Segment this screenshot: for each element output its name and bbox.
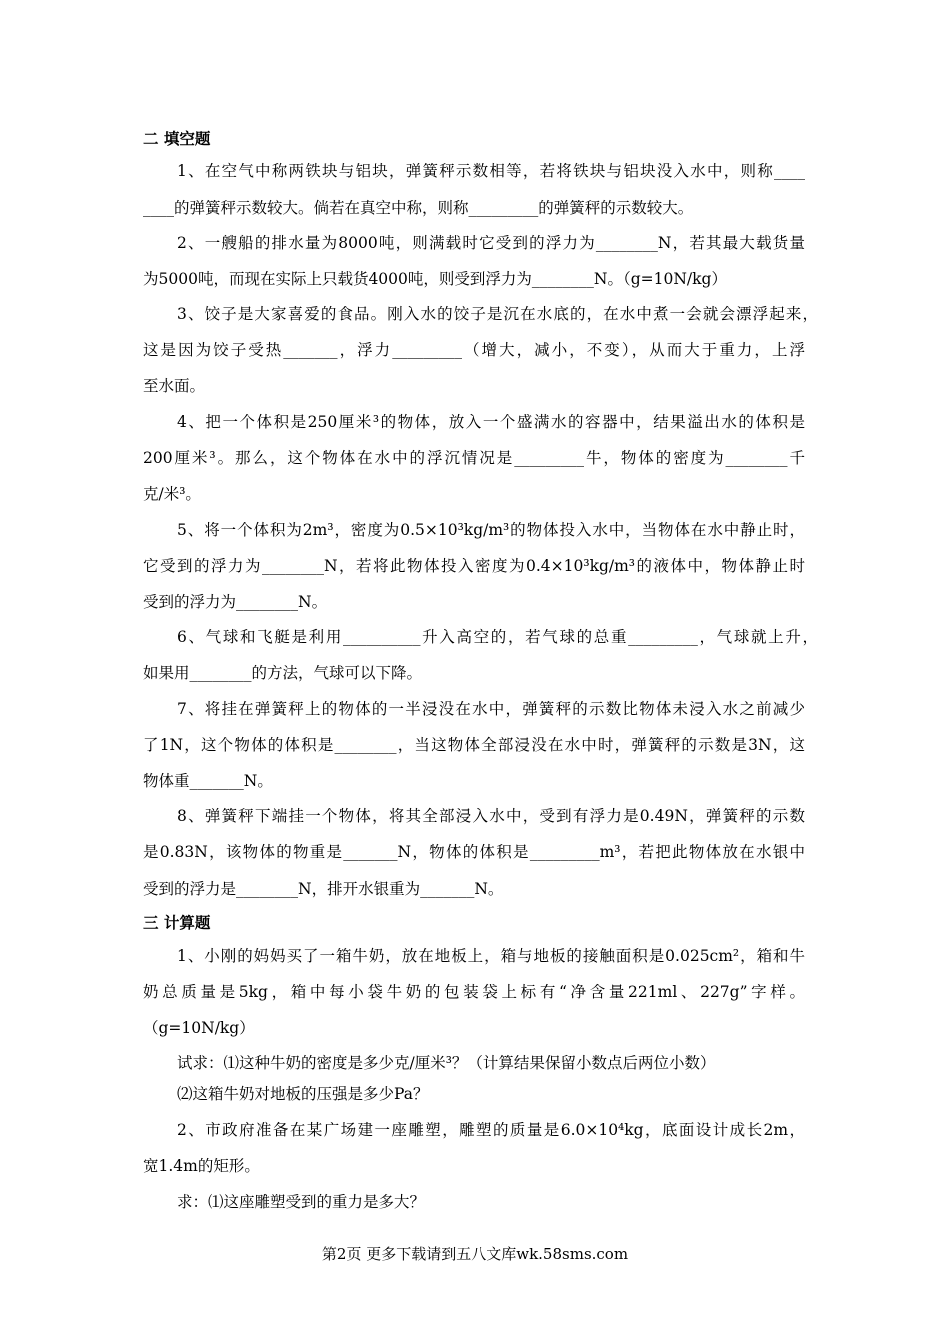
page-footer: 第2页 更多下载请到五八文库wk.58sms.com <box>321 1245 629 1263</box>
c1-line-4: 试求：⑴这种牛奶的密度是多少克/厘米³？（计算结果保留小数点后两位小数） <box>177 1054 716 1072</box>
q8-line-1: 8、弹簧秤下端挂一个物体，将其全部浸入水中，受到有浮力是0.49N，弹簧秤的示数 <box>177 807 805 825</box>
c2-line-1: 2、市政府准备在某广场建一座雕塑，雕塑的质量是6.0×10⁴kg，底面设计成长2m， <box>177 1121 805 1139</box>
q5-line-1: 5、将一个体积为2m³，密度为0.5×10³kg/m³的物体投入水中，当物体在水中静止时， <box>177 521 805 539</box>
c1-line-3: （g=10N/kg） <box>143 1019 255 1037</box>
c2-line-2: 宽1.4m的矩形。 <box>143 1157 260 1175</box>
c1-line-2: 奶总质量是5kg，箱中每小袋牛奶的包装袋上标有“净含量221ml、227g”字样。 <box>143 983 805 1001</box>
q7-line-1: 7、将挂在弹簧秤上的物体的一半浸没在水中，弹簧秤的示数比物体未浸入水之前减少 <box>177 700 805 718</box>
q4-line-1: 4、把一个体积是250厘米³的物体，放入一个盛满水的容器中，结果溢出水的体积是 <box>177 413 805 431</box>
q8-line-3: 受到的浮力是________N，排开水银重为_______N。 <box>143 880 504 898</box>
c1-line-5: ⑵这箱牛奶对地板的压强是多少Pa？ <box>177 1085 429 1103</box>
q6-line-1: 6、气球和飞艇是利用__________升入高空的，若气球的总重_________，气球就上升， <box>177 628 818 646</box>
q3-line-1: 3、饺子是大家喜爱的食品。刚入水的饺子是沉在水底的，在水中煮一会就会漂浮起来， <box>177 305 818 323</box>
q4-line-3: 克/米³。 <box>143 485 201 503</box>
q2-line-1: 2、一艘船的排水量为8000吨，则满载时它受到的浮力为________N，若其最大载货量 <box>177 234 805 252</box>
section-heading-calculation: 三 计算题 <box>143 914 211 932</box>
q7-line-2: 了1N，这个物体的体积是________，当这物体全部浸没在水中时，弹簧秤的示数是3N，这 <box>143 736 805 754</box>
c2-line-3: 求：⑴这座雕塑受到的重力是多大？ <box>177 1193 426 1211</box>
q2-line-2: 为5000吨，而现在实际上只载货4000吨，则受到浮力为________N。（g=10N/kg） <box>143 270 727 288</box>
section-heading-fill-blank: 二 填空题 <box>143 130 211 148</box>
q5-line-3: 受到的浮力为________N。 <box>143 593 328 611</box>
q4-line-2: 200厘米³。那么，这个物体在水中的浮沉情况是_________牛，物体的密度为________千 <box>143 449 805 467</box>
q1-line-1: 1、在空气中称两铁块与铝块，弹簧秤示数相等，若将铁块与铝块没入水中，则称____ <box>177 162 805 180</box>
q5-line-2: 它受到的浮力为________N，若将此物体投入密度为0.4×10³kg/m³的液体中，物体静止时 <box>143 557 805 575</box>
q7-line-3: 物体重_______N。 <box>143 772 273 790</box>
q3-line-3: 至水面。 <box>143 377 206 395</box>
q8-line-2: 是0.83N，该物体的物重是_______N，物体的体积是_________m³，若把此物体放在水银中 <box>143 843 805 861</box>
q3-line-2: 这是因为饺子受热_______，浮力_________（增大，减小，不变），从而大于重力，上浮 <box>143 341 805 359</box>
c1-line-1: 1、小刚的妈妈买了一箱牛奶，放在地板上，箱与地板的接触面积是0.025cm²，箱和牛 <box>177 947 805 965</box>
q6-line-2: 如果用________的方法，气球可以下降。 <box>143 664 423 682</box>
q1-line-2: ____的弹簧秤示数较大。倘若在真空中称，则称_________的弹簧秤的示数较大。 <box>143 199 694 217</box>
